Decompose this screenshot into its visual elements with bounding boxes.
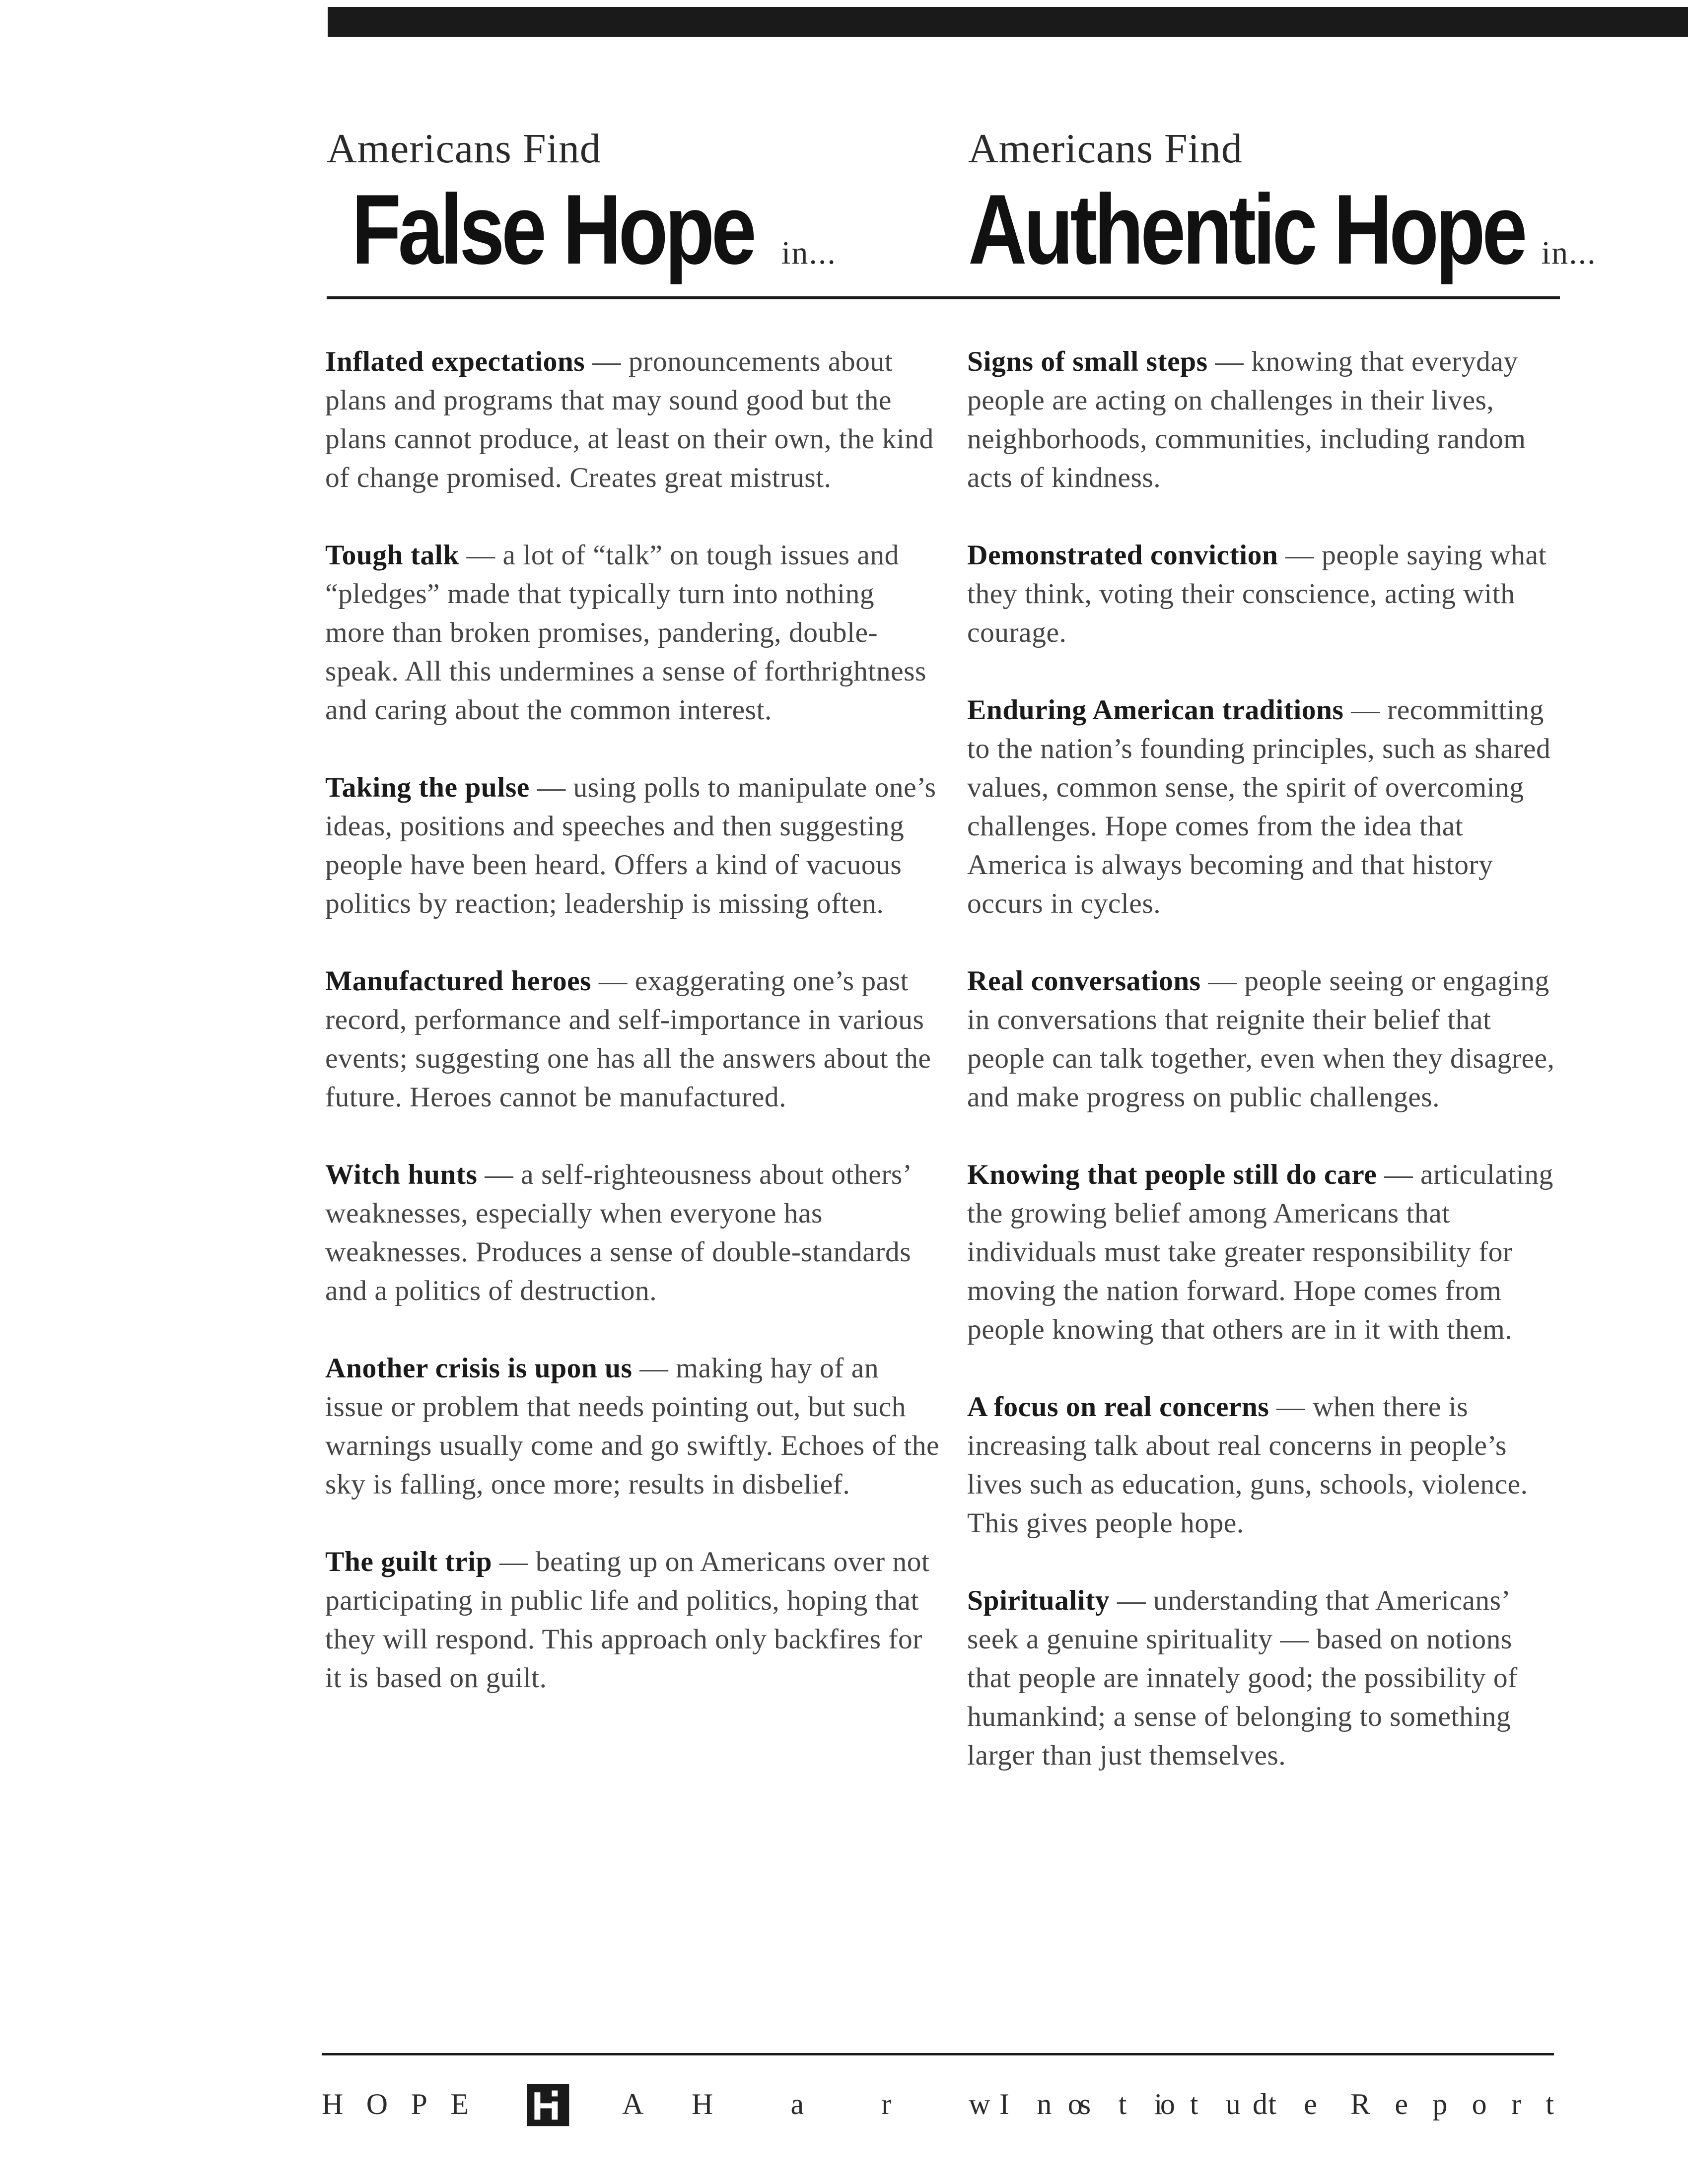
- authentic-hope-column: [967, 342, 1563, 1814]
- authentic-hope-entry: Spirituality — understanding that Americans’ seek a genuine spirituality — based on notions that people are innately good; the possibility of humankind; a sense of belonging to something larger than just themselves.: [967, 1585, 1518, 1771]
- footer-letter: d: [1252, 2088, 1267, 2120]
- entry-term: A focus on real concerns: [967, 1391, 1269, 1423]
- entry-text: articulating the growing belief among Americans that individuals must take greater responsibility for moving the nation forward. Hope comes from people knowing that others are in it with them.: [967, 1159, 1553, 1345]
- footer-letter: t: [1118, 2088, 1127, 2120]
- false-hope-entry: Manufactured heroes — exaggerating one’s past record, performance and self-importance in various events; suggesting one has all the answers about the future. Heroes cannot be manufactured.: [325, 965, 931, 1113]
- header-divider: [327, 296, 1560, 299]
- authentic-hope-entry: Demonstrated conviction — people saying what they think, voting their conscience, acting with courage.: [967, 540, 1547, 648]
- footer-letter: w: [969, 2088, 990, 2120]
- entry-text: knowing that everyday people are acting on challenges in their lives, neighborhoods, communities, including random acts of kindness.: [967, 346, 1526, 493]
- entry-text: a self-righteousness about others’ weaknesses, especially when everyone has weaknesses. Produces a sense of double-standards and a politics of destruction.: [325, 1159, 912, 1306]
- entry-term: Real conversations: [967, 965, 1201, 997]
- entry-term: The guilt trip: [325, 1546, 492, 1577]
- footer-letter: i: [1154, 2088, 1163, 2120]
- false-hope-heading: [327, 127, 942, 285]
- entry-term: Enduring American traditions: [967, 694, 1344, 726]
- entry-term: Witch hunts: [325, 1159, 478, 1190]
- false-hope-entry: The guilt trip — beating up on Americans over not participating in public life and politics, hoping that they will respond. This approach only backfires for it is based on guilt.: [325, 1546, 930, 1694]
- entry-text: pronouncements about plans and programs that may sound good but the plans cannot produce, at least on their own, the kind of change promised. Creates great mistrust.: [325, 346, 934, 493]
- footer-letter: E: [450, 2088, 469, 2120]
- footer-letter: o: [1472, 2088, 1487, 2120]
- entry-term: Taking the pulse: [325, 772, 530, 803]
- footer-letter: H: [322, 2088, 344, 2120]
- entry-term: Inflated expectations: [325, 346, 585, 377]
- footer-letter: o: [1160, 2088, 1175, 2120]
- footer-hope-word: [322, 2087, 469, 2121]
- authentic-hope-heading: [968, 126, 1597, 285]
- entry-term: Another crisis is upon us: [325, 1353, 633, 1384]
- entry-text: people seeing or engaging in conversations that reignite their belief that people can talk together, even when they disagree, and make progress on public challenges.: [967, 965, 1555, 1113]
- footer-letter: I: [999, 2088, 1009, 2120]
- entry-text: making hay of an issue or problem that needs pointing out, but such warnings usually come and go swiftly. Echoes of the sky is falling, once more; results in disbelief.: [325, 1353, 939, 1500]
- footer-letter: r: [881, 2088, 892, 2120]
- entry-text: exaggerating one’s past record, performance and self-importance in various events; suggesting one has all the answers about the future. Heroes cannot be manufactured.: [325, 965, 931, 1113]
- footer-letter: t: [1546, 2088, 1554, 2120]
- footer-a-word: [622, 2087, 642, 2121]
- footer-letter: n: [1037, 2088, 1052, 2120]
- entry-term: Spirituality: [967, 1585, 1110, 1616]
- authentic-hope-entry: Knowing that people still do care — articulating the growing belief among Americans that individuals must take greater responsibility for moving the nation forward. Hope comes from people knowing that others are in it with them.: [967, 1159, 1553, 1345]
- footer-institute-word: [999, 2087, 1317, 2121]
- entry-text: people saying what they think, voting their conscience, acting with courage.: [967, 540, 1547, 648]
- top-black-bar: [328, 7, 1688, 37]
- false-hope-entry: Tough talk — a lot of “talk” on tough issues and “pledges” made that typically turn into nothing more than broken promises, pandering, double-speak. All this undermines a sense of forthrightness and caring about the common interest.: [325, 540, 926, 726]
- authentic-hope-kicker: Americans Find: [968, 126, 1243, 172]
- false-hope-kicker: Americans Find: [327, 126, 601, 172]
- false-hope-entry: Inflated expectations — pronouncements about plans and programs that may sound good but the plans cannot produce, at least on their own, the kind of change promised. Creates great mistrust.: [325, 346, 934, 493]
- false-hope-entry: Witch hunts — a self-righteousness about others’ weaknesses, especially when everyone has weaknesses. Produces a sense of double-standards and a politics of destruction.: [325, 1159, 912, 1306]
- footer: [322, 2087, 1554, 2132]
- false-hope-column: [325, 342, 941, 1736]
- footer-letter: s: [1079, 2088, 1091, 2120]
- footer-letter: P: [411, 2088, 427, 2120]
- footer-letter: A: [622, 2088, 644, 2120]
- footer-letter: R: [1350, 2088, 1371, 2120]
- entry-term: Demonstrated conviction: [967, 540, 1278, 571]
- false-hope-entry: Another crisis is upon us — making hay of an issue or problem that needs pointing out, but such warnings usually come and go swiftly. Echoes of the sky is falling, once more; results in disbelief.: [325, 1353, 939, 1500]
- false-hope-title-line: [327, 174, 942, 285]
- footer-letter: t: [1190, 2088, 1198, 2120]
- footer-letter: a: [790, 2088, 804, 2120]
- entry-text: using polls to manipulate one’s ideas, positions and speeches and then suggesting people have been heard. Offers a kind of vacuous politics by reaction; leadership is missing often.: [325, 772, 936, 919]
- entry-text: understanding that Americans’ seek a genuine spirituality — based on notions that people are innately good; the possibility of humankind; a sense of belonging to something larger than just themselves.: [967, 1585, 1518, 1771]
- entry-text: recommitting to the nation’s founding principles, such as shared values, common sense, the spirit of overcoming challenges. Hope comes from the idea that America is always becoming and that history occurs in cycles.: [967, 694, 1551, 919]
- footer-letter: o: [1067, 2088, 1083, 2120]
- footer-letter: p: [1432, 2088, 1448, 2120]
- false-hope-entry: Taking the pulse — using polls to manipulate one’s ideas, positions and speeches and then suggesting people have been heard. Offers a kind of vacuous politics by reaction; leadership is missing often.: [325, 772, 936, 919]
- footer-letter: r: [1511, 2088, 1521, 2120]
- footer-letter: O: [366, 2088, 388, 2120]
- authentic-hope-entry: A focus on real concerns — when there is increasing talk about real concerns in people’s lives such as education, guns, schools, violence. This gives people hope.: [967, 1391, 1528, 1539]
- footer-letter: e: [1304, 2088, 1317, 2120]
- footer-letter: H: [692, 2088, 713, 2120]
- footer-letter: t: [1268, 2088, 1276, 2120]
- authentic-hope-entry: Real conversations — people seeing or engaging in conversations that reignite their belief that people can talk together, even when they disagree, and make progress on public challenges.: [967, 965, 1555, 1113]
- entry-term: Tough talk: [325, 540, 459, 571]
- false-hope-title: False Hope: [352, 174, 754, 285]
- entry-term: Signs of small steps: [967, 346, 1208, 377]
- footer-letter: u: [1225, 2088, 1241, 2120]
- entry-text: beating up on Americans over not participating in public life and politics, hoping that they will respond. This approach only backfires for it is based on guilt.: [325, 1546, 930, 1694]
- authentic-hope-title-line: [968, 174, 1597, 285]
- entry-text: a lot of “talk” on tough issues and “pledges” made that typically turn into nothing more than broken promises, pandering, double-speak. All this undermines a sense of forthrightness and caring about the common interest.: [325, 540, 926, 726]
- authentic-hope-entry: Signs of small steps — knowing that everyday people are acting on challenges in their lives, neighborhoods, communities, including random acts of kindness.: [967, 346, 1526, 493]
- entry-text: when there is increasing talk about real concerns in people’s lives such as education, guns, schools, violence. This gives people hope.: [967, 1391, 1528, 1539]
- entry-term: Manufactured heroes: [325, 965, 592, 997]
- authentic-hope-title: Authentic Hope: [968, 174, 1524, 285]
- footer-letter: e: [1395, 2088, 1408, 2120]
- footer-divider: [322, 2053, 1554, 2055]
- footer-report-word: [1350, 2087, 1554, 2121]
- harwood-hi-logo-icon: [525, 2082, 571, 2128]
- authentic-hope-suffix: in...: [1541, 235, 1597, 271]
- false-hope-suffix: in...: [781, 235, 837, 271]
- authentic-hope-entry: Enduring American traditions — recommitting to the nation’s founding principles, such as shared values, common sense, the spirit of overcoming challenges. Hope comes from the idea that America is always becoming and that history occurs in cycles.: [967, 694, 1551, 919]
- entry-term: Knowing that people still do care: [967, 1159, 1377, 1190]
